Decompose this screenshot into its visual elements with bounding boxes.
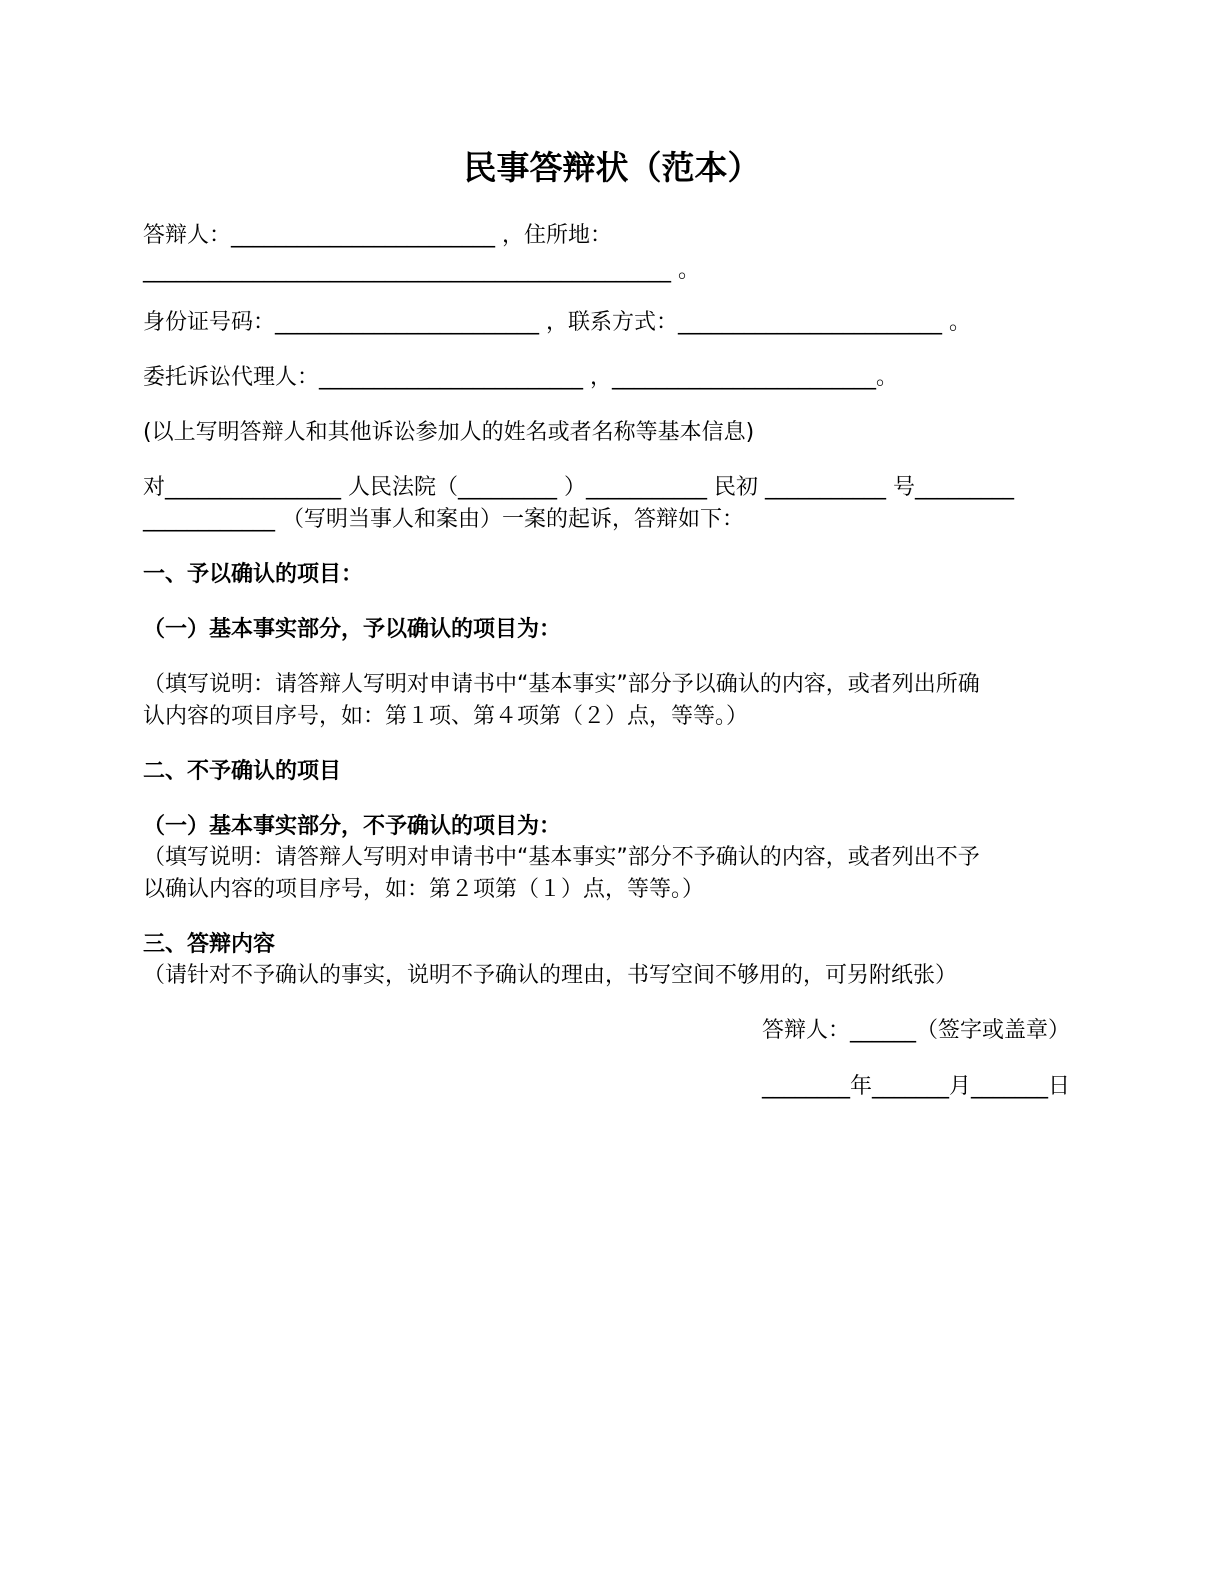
respondent-line-1: 答辩人：________________________ ，住所地： xyxy=(143,223,612,248)
section-1-heading: 一、予以确认的项目： xyxy=(143,562,364,587)
section-2-subheading: （一）基本事实部分，不予确认的项目为： xyxy=(143,814,562,839)
section-1-subheading: （一）基本事实部分，予以确认的项目为： xyxy=(143,617,562,642)
section-3-note: （请针对不予确认的事实，说明不予确认的理由，书写空间不够用的，可另附纸张） xyxy=(143,963,958,988)
signature-line: 答辩人：______（签字或盖章） xyxy=(761,1018,1070,1043)
respondent-line-2: ________________________________________________ 。 xyxy=(143,258,700,283)
agent-line: 委托诉讼代理人：________________________ ，________________________。 xyxy=(143,365,898,390)
section-2-heading: 二、不予确认的项目 xyxy=(143,759,342,784)
section-3-heading: 三、答辩内容 xyxy=(143,932,276,957)
page-title: 民事答辩状（范本） xyxy=(463,148,761,187)
id-contact-line: 身份证号码：________________________ ，联系方式：________________________ 。 xyxy=(143,310,971,335)
section-1-note-line-2: 认内容的项目序号，如：第１项、第４项第（２）点，等等。） xyxy=(143,704,749,729)
case-line-2: ____________ （写明当事人和案由）一案的起诉，答辩如下： xyxy=(143,507,744,532)
date-line: ________年_______月_______日 xyxy=(761,1074,1070,1099)
section-2-note-line-2: 以确认内容的项目序号，如：第２项第（１）点，等等。） xyxy=(143,877,705,902)
section-2-note-line-1: （填写说明：请答辩人写明对申请书中“基本事实”部分不予确认的内容，或者列出不予 xyxy=(143,845,980,870)
parties-note: (以上写明答辩人和其他诉讼参加人的姓名或者名称等基本信息) xyxy=(143,420,755,445)
case-line-1: 对________________ 人民法院（_________ ）___________ 民初 ___________ 号_________ xyxy=(143,475,1014,500)
section-1-note-line-1: （填写说明：请答辩人写明对申请书中“基本事实”部分予以确认的内容，或者列出所确 xyxy=(143,672,980,697)
